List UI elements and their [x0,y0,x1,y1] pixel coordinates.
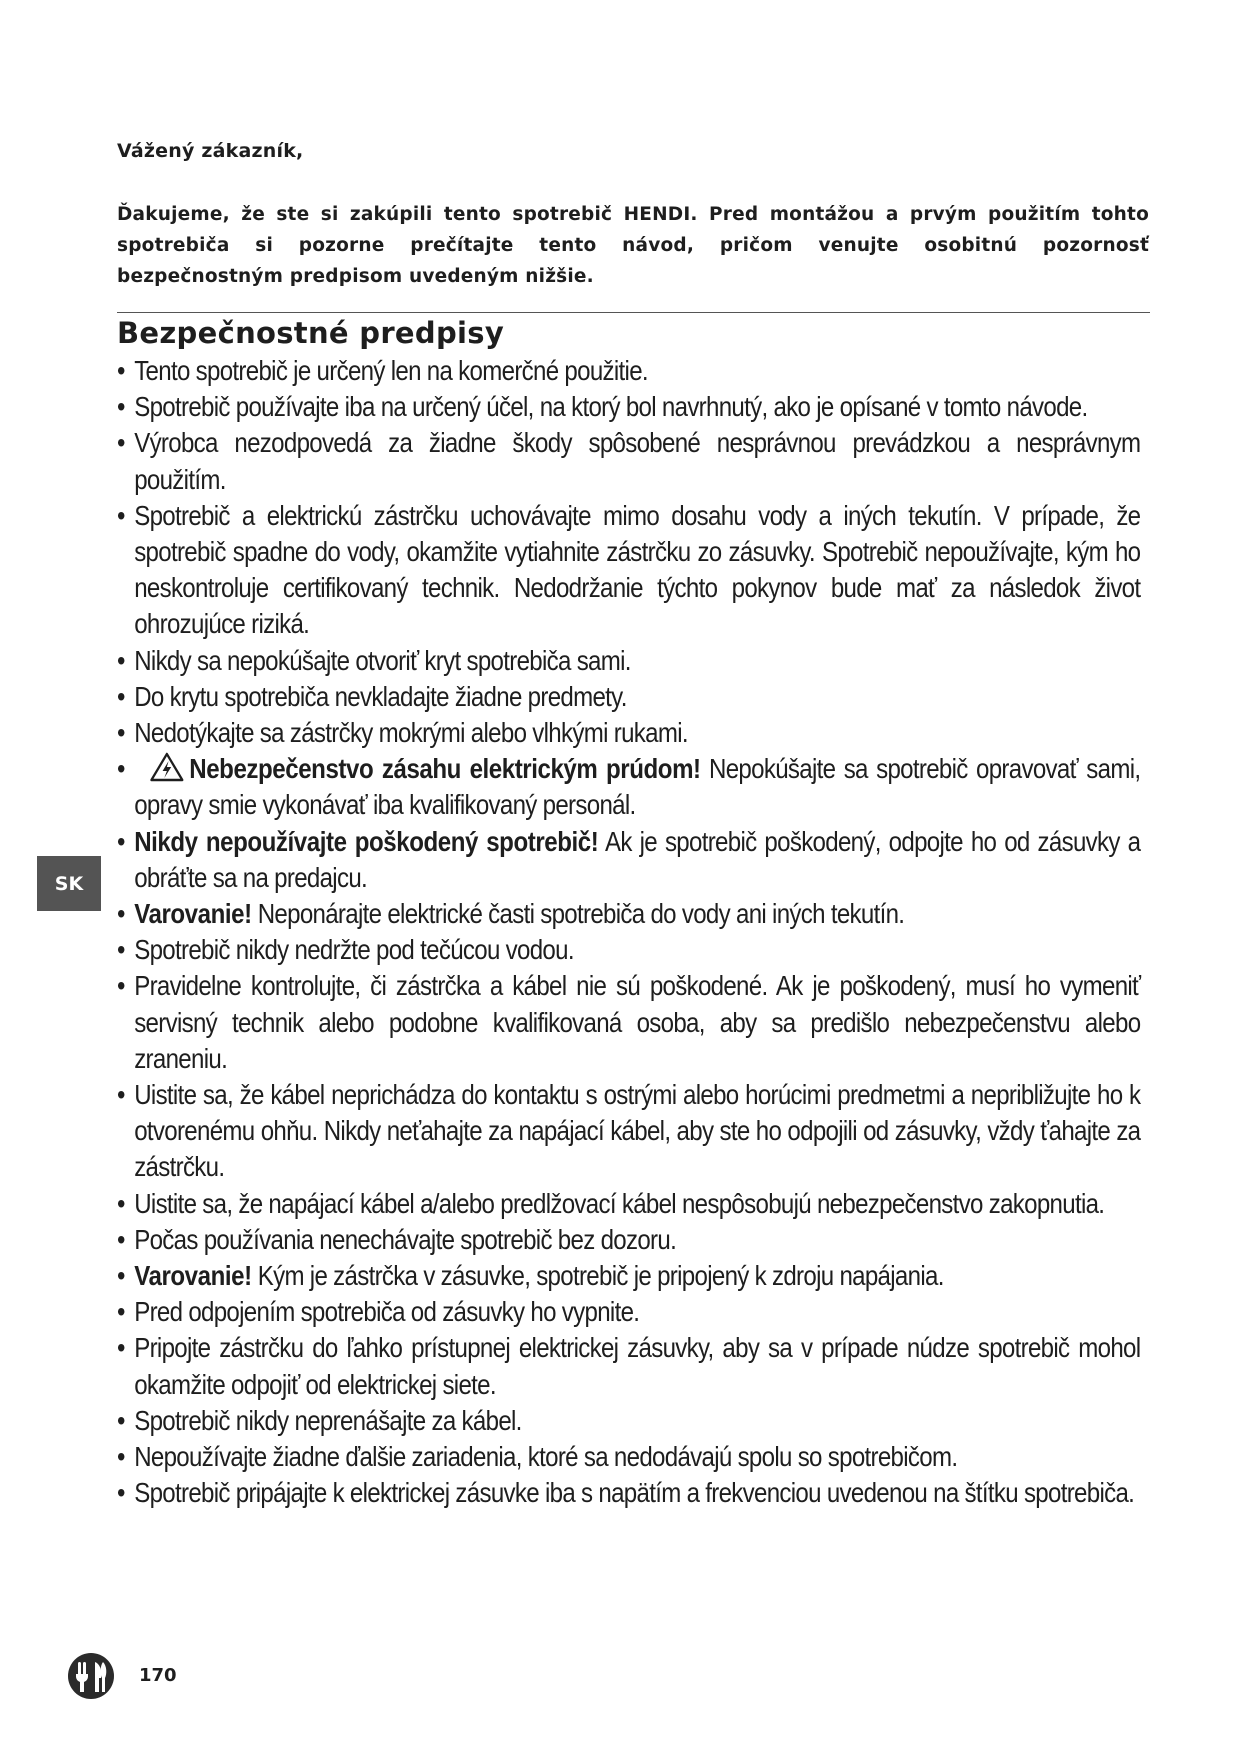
section-heading: Bezpečnostné predpisy [117,316,505,350]
bullet: • [117,1187,125,1219]
rule-emphasis: Varovanie! [134,898,252,930]
bullet: • [117,970,125,1002]
rule-emphasis: Nebezpečenstvo zásahu elektrickým prúdom! [189,753,701,785]
bullet: • [117,753,125,785]
rule-text: Spotrebič nikdy neprenášajte za kábel. [134,1404,522,1436]
safety-rule [117,353,1140,389]
rule-text: Nikdy sa nepokúšajte otvoriť kryt spotrebiča sami. [134,644,631,676]
safety-rule [117,1077,1140,1186]
safety-rule [117,425,1140,497]
safety-rule [117,643,1140,679]
bullet: • [117,1296,125,1328]
rule-text: Nedotýkajte sa zástrčky mokrými alebo vlhkými rukami. [134,717,688,749]
safety-rule [117,1330,1140,1402]
safety-rule [117,389,1140,425]
bullet: • [117,898,125,930]
bullet: • [117,825,125,857]
bullet: • [117,1332,125,1364]
bullet: • [117,427,125,459]
rule-text: Spotrebič pripájajte k elektrickej zásuvke iba s napätím a frekvenciou uvedenou na štítku spotrebiča. [134,1477,1135,1509]
rule-emphasis: Nikdy nepoužívajte poškodený spotrebič! [134,825,599,857]
rule-text: Pripojte zástrčku do ľahko prístupnej elektrickej zásuvky, aby sa v prípade núdze spotrebič mohol okamžite odpojiť od elektrickej siete. [134,1332,1141,1400]
section-divider [117,312,1150,313]
rule-text: Spotrebič a elektrickú zástrčku uchovávajte mimo dosahu vody a iných tekutín. V prípade, že spotrebič spadne do vody, okamžite vytiahnite zástrčku zo zásuvky. Spotrebič nepoužívajte, kým ho neskontroluje certifikovaný technik. Nedodržanie týchto pokynov bude mať za následok život ohrozujúce riziká. [134,499,1141,640]
rule-text: Počas používania nenechávajte spotrebič bez dozoru. [134,1223,677,1255]
intro-paragraph: Ďakujeme, že ste si zakúpili tento spotrebič HENDI. Pred montážou a prvým použitím tohto spotrebiča si pozorne prečítajte tento návod, pričom venujte osobitnú pozornosť bezpečnostným predpisom uvedeným nižšie. [117,204,1149,287]
electric-hazard-icon [150,752,184,782]
safety-rule [117,1403,1140,1439]
bullet: • [117,934,125,966]
safety-rule [117,968,1140,1077]
safety-rule [117,498,1140,643]
safety-rule [117,824,1140,896]
safety-rule [117,932,1140,968]
safety-rule [117,679,1140,715]
bullet: • [117,717,125,749]
bullet: • [117,1441,125,1473]
bullet: • [117,1404,125,1436]
rule-text: Tento spotrebič je určený len na komerčné použitie. [134,355,648,386]
rule-text: Výrobca nezodpovedá za žiadne škody spôsobené nesprávnou prevádzkou a nesprávnym použitím. [134,427,1141,495]
rule-text: Nepokúšajte sa spotrebič opravovať sami, opravy smie vykonávať iba kvalifikovaný personál. [134,753,1141,821]
rule-emphasis: Varovanie! [134,1260,252,1292]
safety-rules-list [117,353,1141,1512]
rule-text: Uistite sa, že napájací kábel a/alebo predlžovací kábel nespôsobujú nebezpečenstvo zakopnutia. [134,1187,1105,1219]
safety-rule [117,1222,1140,1258]
bullet: • [117,1223,125,1255]
safety-rule [117,751,1140,823]
rule-text: Kým je zástrčka v zásuvke, spotrebič je pripojený k zdroju napájania. [251,1260,944,1292]
rule-text: Uistite sa, že kábel neprichádza do kontaktu s ostrými alebo horúcimi predmetmi a nepribližujte ho k otvorenému ohňu. Nikdy neťahajte za napájací kábel, aby ste ho odpojili od zásuvky, vždy ťahajte za zástrčku. [134,1079,1141,1183]
bullet: • [117,644,125,676]
bullet: • [117,1260,125,1292]
rule-text: Pred odpojením spotrebiča od zásuvky ho vypnite. [134,1296,640,1328]
bullet: • [117,355,125,386]
rule-text: Spotrebič nikdy nedržte pod tečúcou vodou. [134,934,574,966]
greeting: Vážený zákazník, [117,140,304,162]
rule-text: Pravidelne kontrolujte, či zástrčka a kábel nie sú poškodené. Ak je poškodený, musí ho vymeniť servisný technik alebo podobne kvalifikovaná osoba, aby sa predišlo nebezpečenstvu alebo zraneniu. [134,970,1141,1074]
safety-rule [117,1258,1140,1294]
safety-rule [117,1186,1140,1222]
rule-text: Ak je spotrebič poškodený, odpojte ho od zásuvky a obráťte sa na predajcu. [134,825,1141,893]
safety-rule [117,1294,1140,1330]
rule-text: Neponárajte elektrické časti spotrebiča do vody ani iných tekutín. [251,898,905,930]
rule-text: Nepoužívajte žiadne ďalšie zariadenia, ktoré sa nedodávajú spolu so spotrebičom. [134,1441,958,1473]
safety-rule [117,715,1140,751]
bullet: • [117,1477,125,1509]
bullet: • [117,680,125,712]
page-number: 170 [139,1665,177,1686]
bullet: • [117,1079,125,1111]
language-tab: SK [37,856,101,911]
bullet: • [117,499,125,531]
safety-rule [117,896,1140,932]
rule-text: Spotrebič používajte iba na určený účel, na ktorý bol navrhnutý, ako je opísané v tomto návode. [134,391,1088,423]
fork-knife-logo-icon [67,1652,115,1700]
rule-text: Do krytu spotrebiča nevkladajte žiadne predmety. [134,680,627,712]
safety-rule [117,1439,1140,1475]
safety-rule [117,1475,1140,1511]
bullet: • [117,391,125,423]
